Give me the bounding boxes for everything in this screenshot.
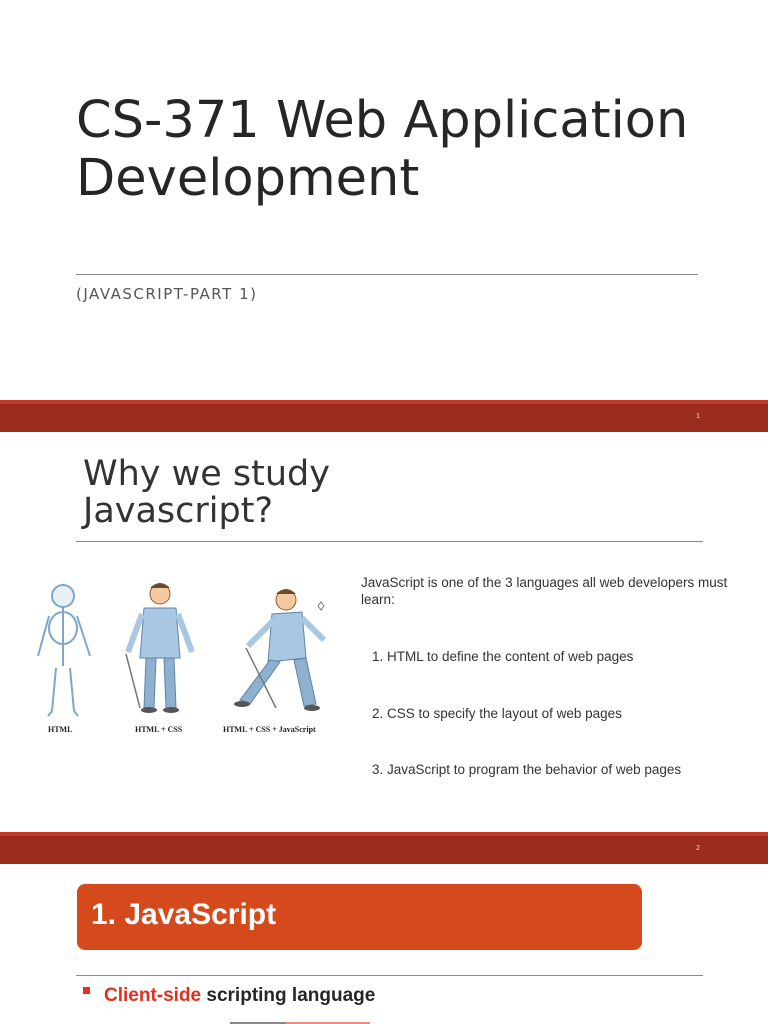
slide-footer-bar	[0, 832, 768, 864]
cut-off-text-line	[230, 1016, 370, 1024]
list-item: 1. HTML to define the content of web pages	[372, 649, 634, 664]
section-banner	[77, 884, 642, 950]
title-divider	[76, 975, 703, 976]
title-divider	[76, 274, 698, 275]
intro-text: JavaScript is one of the 3 languages all web developers must learn:	[361, 575, 728, 607]
slide-3	[0, 864, 768, 1024]
figure-label: HTML + CSS	[135, 725, 183, 734]
slide-2	[0, 432, 768, 832]
html-css-js-illustration	[18, 576, 348, 756]
title-divider	[76, 541, 703, 542]
figure-label: HTML + CSS + JavaScript	[223, 725, 316, 734]
slide-title: CS-371 Web Application Development	[76, 91, 689, 208]
page-number: 1	[696, 413, 700, 420]
bullet-icon	[83, 987, 90, 994]
bullet-text	[104, 985, 375, 1007]
figure-label: HTML	[48, 725, 73, 734]
list-item: 2. CSS to specify the layout of web pages	[372, 706, 622, 721]
slide-title: Why we study Javascript?	[83, 454, 330, 531]
bullet-rest: scripting language	[201, 985, 376, 1006]
slide-subtitle: (JAVASCRIPT-PART 1)	[76, 285, 258, 303]
banner-title: 1. JavaScript	[91, 898, 277, 931]
page-number: 2	[696, 845, 700, 852]
list-item: 3. JavaScript to program the behavior of web pages	[372, 762, 682, 777]
slide-1	[0, 0, 768, 400]
slide-footer-bar	[0, 400, 768, 432]
highlight-text: Client-side	[104, 985, 202, 1006]
